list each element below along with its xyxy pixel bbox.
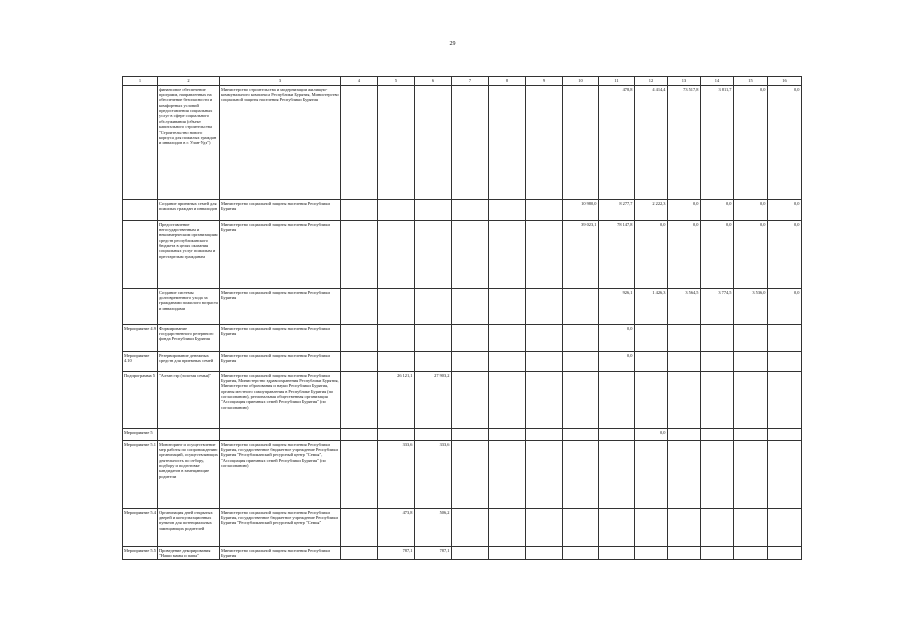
row-title-cell: финансовое обеспечение программ, направленных на обеспечение безопасности и комфортных условий предоставления социальных услуг в сфере социального обслуживания (объект капитального строительства "Строительство нового корпуса для пожилых граждан и инвалидов в г. Улан-Удэ") [158,86,220,200]
value-cell [734,325,768,352]
value-cell [452,221,489,289]
value-cell [768,372,802,429]
value-cell [489,429,526,441]
value-cell [341,221,378,289]
value-cell [563,509,599,547]
value-cell: 0,0 [635,429,668,441]
row-code-cell: Мероприятие 5.4 [123,509,158,547]
row-code-cell: Подпрограмма 5 [123,372,158,429]
value-cell [599,441,635,509]
row-code-cell: Мероприятие 4.10 [123,352,158,372]
value-cell [341,441,378,509]
value-cell [341,352,378,372]
value-cell [768,429,802,441]
value-cell: 787,1 [378,547,415,560]
value-cell [563,289,599,325]
value-cell [701,441,734,509]
value-cell [526,289,563,325]
value-cell: 39 023,1 [563,221,599,289]
table-row [123,429,802,441]
header-cell: 1 [123,77,158,86]
value-cell: 0,0 [734,200,768,221]
value-cell: 3 811,7 [701,86,734,200]
value-cell [668,372,701,429]
value-cell: 333,6 [378,441,415,509]
value-cell [526,86,563,200]
value-cell [452,509,489,547]
value-cell [701,429,734,441]
header-row [123,77,802,86]
row-executor-cell: Министерство социальной защиты населения Республики Бурятия [220,200,341,221]
value-cell: 506,2 [415,509,452,547]
row-executor-cell: Министерство социальной защиты населения Республики Бурятия [220,352,341,372]
value-cell [415,289,452,325]
header-cell: 6 [415,77,452,86]
value-cell [563,547,599,560]
value-cell: 26 121,1 [378,372,415,429]
value-cell: 333,6 [415,441,452,509]
value-cell [599,509,635,547]
value-cell: 8 277,7 [599,200,635,221]
value-cell: 0,0 [768,289,802,325]
value-cell [526,221,563,289]
value-cell: 0,0 [734,86,768,200]
table-row [123,372,802,429]
value-cell [701,547,734,560]
row-code-cell: Мероприятие 5.5 [123,547,158,560]
value-cell [378,86,415,200]
table-row [123,289,802,325]
value-cell [668,547,701,560]
table-row [123,547,802,560]
value-cell [341,200,378,221]
value-cell [526,325,563,352]
table-row [123,325,802,352]
budget-table [122,76,802,560]
header-cell: 4 [341,77,378,86]
value-cell [563,325,599,352]
value-cell [701,352,734,372]
row-title-cell: Мониторинг и осуществление мер работы по сопровождению организаций, осуществляющих деятельность по отбору, подбору и подготовке кандидатов в замещающие родители [158,441,220,509]
value-cell [341,86,378,200]
value-cell [378,352,415,372]
value-cell [341,429,378,441]
table-row [123,86,802,200]
value-cell: 0,0 [768,200,802,221]
value-cell [489,372,526,429]
value-cell [526,352,563,372]
value-cell [635,547,668,560]
value-cell [452,372,489,429]
row-title-cell: Создание системы долговременного ухода за гражданами пожилого возраста и инвалидами [158,289,220,325]
header-cell: 3 [220,77,341,86]
value-cell [563,429,599,441]
value-cell: 4 414,4 [635,86,668,200]
header-cell: 11 [599,77,635,86]
table-row [123,441,802,509]
value-cell [768,509,802,547]
header-cell: 16 [768,77,802,86]
value-cell: 787,1 [415,547,452,560]
row-code-cell [123,86,158,200]
header-cell: 9 [526,77,563,86]
value-cell [415,200,452,221]
row-executor-cell: Министерство социальной защиты населения Республики Бурятия [220,221,341,289]
value-cell: 78 147,8 [599,221,635,289]
value-cell [563,441,599,509]
value-cell [526,441,563,509]
value-cell [768,441,802,509]
value-cell [768,547,802,560]
value-cell [734,429,768,441]
value-cell: 10 980,0 [563,200,599,221]
value-cell [452,86,489,200]
value-cell [415,221,452,289]
value-cell [563,372,599,429]
row-code-cell: Мероприятие 5.1 [123,441,158,509]
value-cell [668,352,701,372]
row-title-cell [158,429,220,441]
value-cell [768,325,802,352]
value-cell [526,547,563,560]
row-code-cell [123,200,158,221]
value-cell [734,547,768,560]
value-cell [599,429,635,441]
table-row [123,509,802,547]
value-cell [701,372,734,429]
value-cell [668,429,701,441]
header-cell: 12 [635,77,668,86]
row-code-cell: Мероприятие 4.9 [123,325,158,352]
value-cell [452,325,489,352]
value-cell [668,441,701,509]
value-cell [341,547,378,560]
row-title-cell: Предоставление негосударственным и некоммерческим организациям средств республиканского бюджета в целях оказания социальных услуг пожилым и престарелым гражданам [158,221,220,289]
row-executor-cell: Министерство социальной защиты населения Республики Бурятия, государственное бюджетное учреждение Республики Бурятия "Республиканский ресурсный центр "Семья" [220,509,341,547]
header-cell: 2 [158,77,220,86]
value-cell [563,352,599,372]
value-cell [415,429,452,441]
value-cell: 3 536,0 [734,289,768,325]
value-cell [701,325,734,352]
value-cell [378,289,415,325]
value-cell [599,372,635,429]
value-cell [489,221,526,289]
row-executor-cell: Министерство строительства и модернизации жилищно-коммунального комплекса Республики Бурятия, Министерство социальной защиты населения Республики Бурятия [220,86,341,200]
value-cell [489,325,526,352]
row-executor-cell: Министерство социальной защиты населения Республики Бурятия [220,325,341,352]
value-cell [452,289,489,325]
value-cell [452,200,489,221]
row-title-cell: Проведение декорирования "Наши мамы и папы" [158,547,220,560]
value-cell [489,86,526,200]
header-cell: 8 [489,77,526,86]
value-cell [734,509,768,547]
value-cell: 0,0 [768,86,802,200]
value-cell [378,200,415,221]
value-cell [768,352,802,372]
value-cell [734,372,768,429]
value-cell: 0,0 [599,352,635,372]
table-row [123,352,802,372]
value-cell [668,509,701,547]
value-cell: 3 774,5 [701,289,734,325]
value-cell [668,325,701,352]
value-cell [452,547,489,560]
value-cell [415,86,452,200]
value-cell: 0,0 [668,200,701,221]
value-cell: 73 517,8 [668,86,701,200]
value-cell [489,352,526,372]
value-cell: 0,0 [768,221,802,289]
value-cell [452,429,489,441]
value-cell [415,325,452,352]
value-cell [526,509,563,547]
value-cell [526,200,563,221]
value-cell [341,289,378,325]
value-cell [635,325,668,352]
header-cell: 14 [701,77,734,86]
row-code-cell: Мероприятие 5 [123,429,158,441]
value-cell: 0,0 [701,200,734,221]
header-cell: 7 [452,77,489,86]
table-body [123,77,802,560]
row-executor-cell [220,429,341,441]
row-executor-cell: Министерство социальной защиты населения Республики Бурятия [220,547,341,560]
value-cell [341,509,378,547]
value-cell [635,352,668,372]
row-title-cell: Формирование государственного резервного фонда Республики Бурятия [158,325,220,352]
row-code-cell [123,289,158,325]
value-cell [563,86,599,200]
value-cell [635,441,668,509]
value-cell: 0,0 [668,221,701,289]
value-cell [526,372,563,429]
value-cell [452,352,489,372]
header-cell: 15 [734,77,768,86]
value-cell [635,372,668,429]
value-cell: 1 426,3 [635,289,668,325]
value-cell [489,289,526,325]
value-cell: 0,0 [635,221,668,289]
table-row [123,200,802,221]
row-executor-cell: Министерство социальной защиты населения Республики Бурятия, государственное бюджетное учреждение Республики Бурятия "Республиканский ресурсный центр "Семья", "Ассоциация приемных семей Республики Бурятия" (по согласованию) [220,441,341,509]
value-cell [378,429,415,441]
value-cell: 0,0 [701,221,734,289]
row-title-cell: Создание приемных семей для пожилых граждан и инвалидов [158,200,220,221]
value-cell: 0,0 [599,325,635,352]
row-code-cell [123,221,158,289]
table-row [123,221,802,289]
value-cell: 2 222,3 [635,200,668,221]
value-cell: 27 903,2 [415,372,452,429]
value-cell [701,509,734,547]
value-cell [489,547,526,560]
value-cell [734,441,768,509]
value-cell [489,441,526,509]
row-executor-cell: Министерство социальной защиты населения Республики Бурятия [220,289,341,325]
header-cell: 13 [668,77,701,86]
value-cell [341,325,378,352]
page-number: 29 [449,41,456,47]
value-cell: 3 564,5 [668,289,701,325]
value-cell [489,200,526,221]
value-cell [599,547,635,560]
value-cell: 0,0 [734,221,768,289]
value-cell: 473,8 [378,509,415,547]
header-cell: 10 [563,77,599,86]
row-executor-cell: Министерство социальной защиты населения Республики Бурятия, Министерство здравоохранения Республики Бурятия, Министерство образования и науки Республики Бурятия, органы местного самоуправления в Республике Бурятия (по согласованию), региональная общественная организация "Ассоциация приемных семей Республики Бурятия" (по согласованию) [220,372,341,429]
value-cell: 478,8 [599,86,635,200]
value-cell [378,325,415,352]
value-cell [635,509,668,547]
row-title-cell: Резервирование денежных средств для приемных семей [158,352,220,372]
value-cell [415,352,452,372]
value-cell [452,441,489,509]
value-cell [489,509,526,547]
value-cell: 926,1 [599,289,635,325]
value-cell [526,429,563,441]
header-cell: 5 [378,77,415,86]
value-cell [341,372,378,429]
row-title-cell: Организация дней открытых дверей и консультационных пунктов для потенциальных замещающих родителей [158,509,220,547]
value-cell [378,221,415,289]
row-title-cell: "Алтан гэр (золотая семья)" [158,372,220,429]
value-cell [734,352,768,372]
